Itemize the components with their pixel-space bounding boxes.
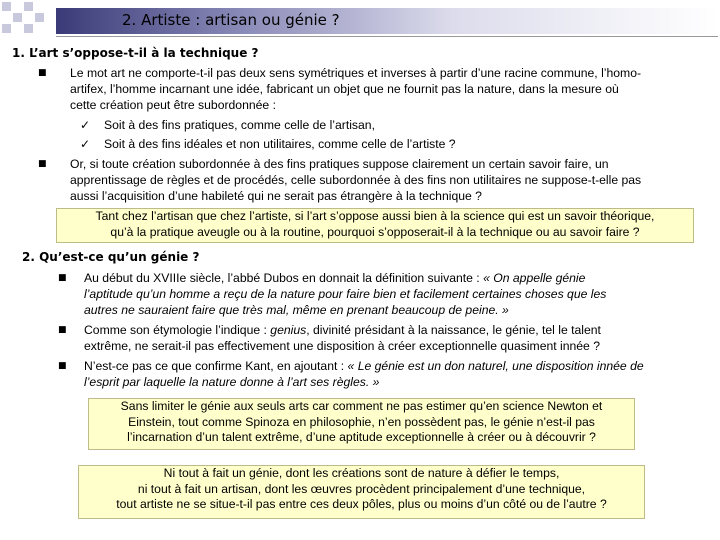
section1-callout-box: [56, 208, 694, 243]
check-icon: ✓: [80, 118, 91, 132]
bullet-icon: ■: [58, 361, 67, 371]
s2-bullet1-line1: Au début du XVIIIe siècle, l’abbé Dubos en donnait la définition suivante : « On appelle génie: [84, 271, 586, 285]
bullet-icon: ■: [58, 273, 67, 283]
s2-bullet2-line1: Comme son étymologie l’indique : genius, divinité présidant à la naissance, le génie, tel le talent: [84, 323, 601, 337]
callout-line: Sans limiter le génie aux seuls arts car comment ne pas estimer qu’en science Newton et: [120, 399, 603, 413]
check-icon: ✓: [80, 137, 91, 151]
bullet-icon: ■: [38, 68, 47, 78]
callout-line: ni tout à fait un artisan, dont les œuvres procèdent principalement d’une technique,: [137, 481, 586, 496]
callout-line: qu’à la pratique aveugle ou à la routine, pourquoi s’opposerait-il à la technique ou au savoir faire ?: [110, 224, 640, 239]
section2-heading: [22, 250, 199, 264]
callout-line: l’incarnation d’un talent extrême, d’une aptitude exceptionnelle à créer ou à découvrir ?: [127, 430, 596, 444]
section2-number: 2.: [22, 250, 35, 264]
title-divider: [56, 36, 718, 37]
s2-bullet2-line2: extrême, ne serait-il pas effectivement une disposition à créer exceptionnelle quasiment innée ?: [84, 339, 601, 353]
s2-bullet1-line2: l’aptitude qu’un homme a reçu de la nature pour faire bien et facilement certaines choses que les: [84, 287, 607, 301]
bullet-icon: ■: [58, 325, 67, 335]
callout-line: Einstein, tout comme Spinoza en philosophie, n’en possèdent pas, le génie n’est-il pas: [128, 414, 595, 429]
callout-line: Ni tout à fait un génie, dont les créations sont de nature à défier le temps,: [163, 466, 560, 480]
section2-callout-box-1: [88, 398, 635, 450]
s2-bullet1-line3: autres ne sauraient faire que très mal, même en prenant beaucoup de peine. »: [84, 303, 509, 317]
callout-line: tout artiste ne se situe-t-il pas entre ces deux pôles, plus ou moins d’un côté ou de l’autre ?: [116, 497, 607, 511]
s2-bullet3-line2: l’esprit par laquelle la nature donne à l’art ses règles. »: [84, 375, 380, 389]
s1-bullet1-line1: Le mot art ne comporte-t-il pas deux sens symétriques et inverses à partir d’une racine commune, l’homo-: [70, 66, 642, 80]
s1-bullet2-line3: aussi l’acquisition d’une habileté qui ne serait pas étrangère à la technique ?: [70, 189, 482, 203]
s1-bullet1-line3: cette création peut être subordonnée :: [70, 98, 276, 112]
slide-title: 2. Artiste : artisan ou génie ?: [122, 11, 340, 29]
callout-line: Tant chez l’artisan que chez l’artiste, si l’art s’oppose aussi bien à la science qui est un savoir théorique,: [95, 209, 655, 223]
s1-check2: Soit à des fins idéales et non utilitaires, comme celle de l’artiste ?: [104, 137, 456, 151]
s1-check1: Soit à des fins pratiques, comme celle de l’artisan,: [104, 118, 375, 132]
s1-bullet2-line2: apprentissage de règles et de procédés, celle subordonnée à des fins non utilitaires ne suppose-t-elle pas: [70, 173, 642, 187]
bullet-icon: ■: [38, 159, 47, 169]
section1-heading: 1. L’art s’oppose-t-il à la technique ?: [12, 46, 259, 60]
section2-callout-box-2: [78, 465, 645, 519]
s2-bullet3-line1: N’est-ce pas ce que confirme Kant, en ajoutant : « Le génie est un don naturel, une disposition innée de: [84, 359, 644, 373]
s1-bullet1-line2: artifex, l’homme incarnant une idée, fabricant un objet que ne fournit pas la nature, dans la mesure où: [70, 82, 619, 96]
s1-bullet2-line1: Or, si toute création subordonnée à des fins pratiques suppose clairement un certain savoir faire, un: [70, 157, 609, 171]
section2-heading-text: Qu’est-ce qu’un génie ?: [39, 250, 200, 264]
